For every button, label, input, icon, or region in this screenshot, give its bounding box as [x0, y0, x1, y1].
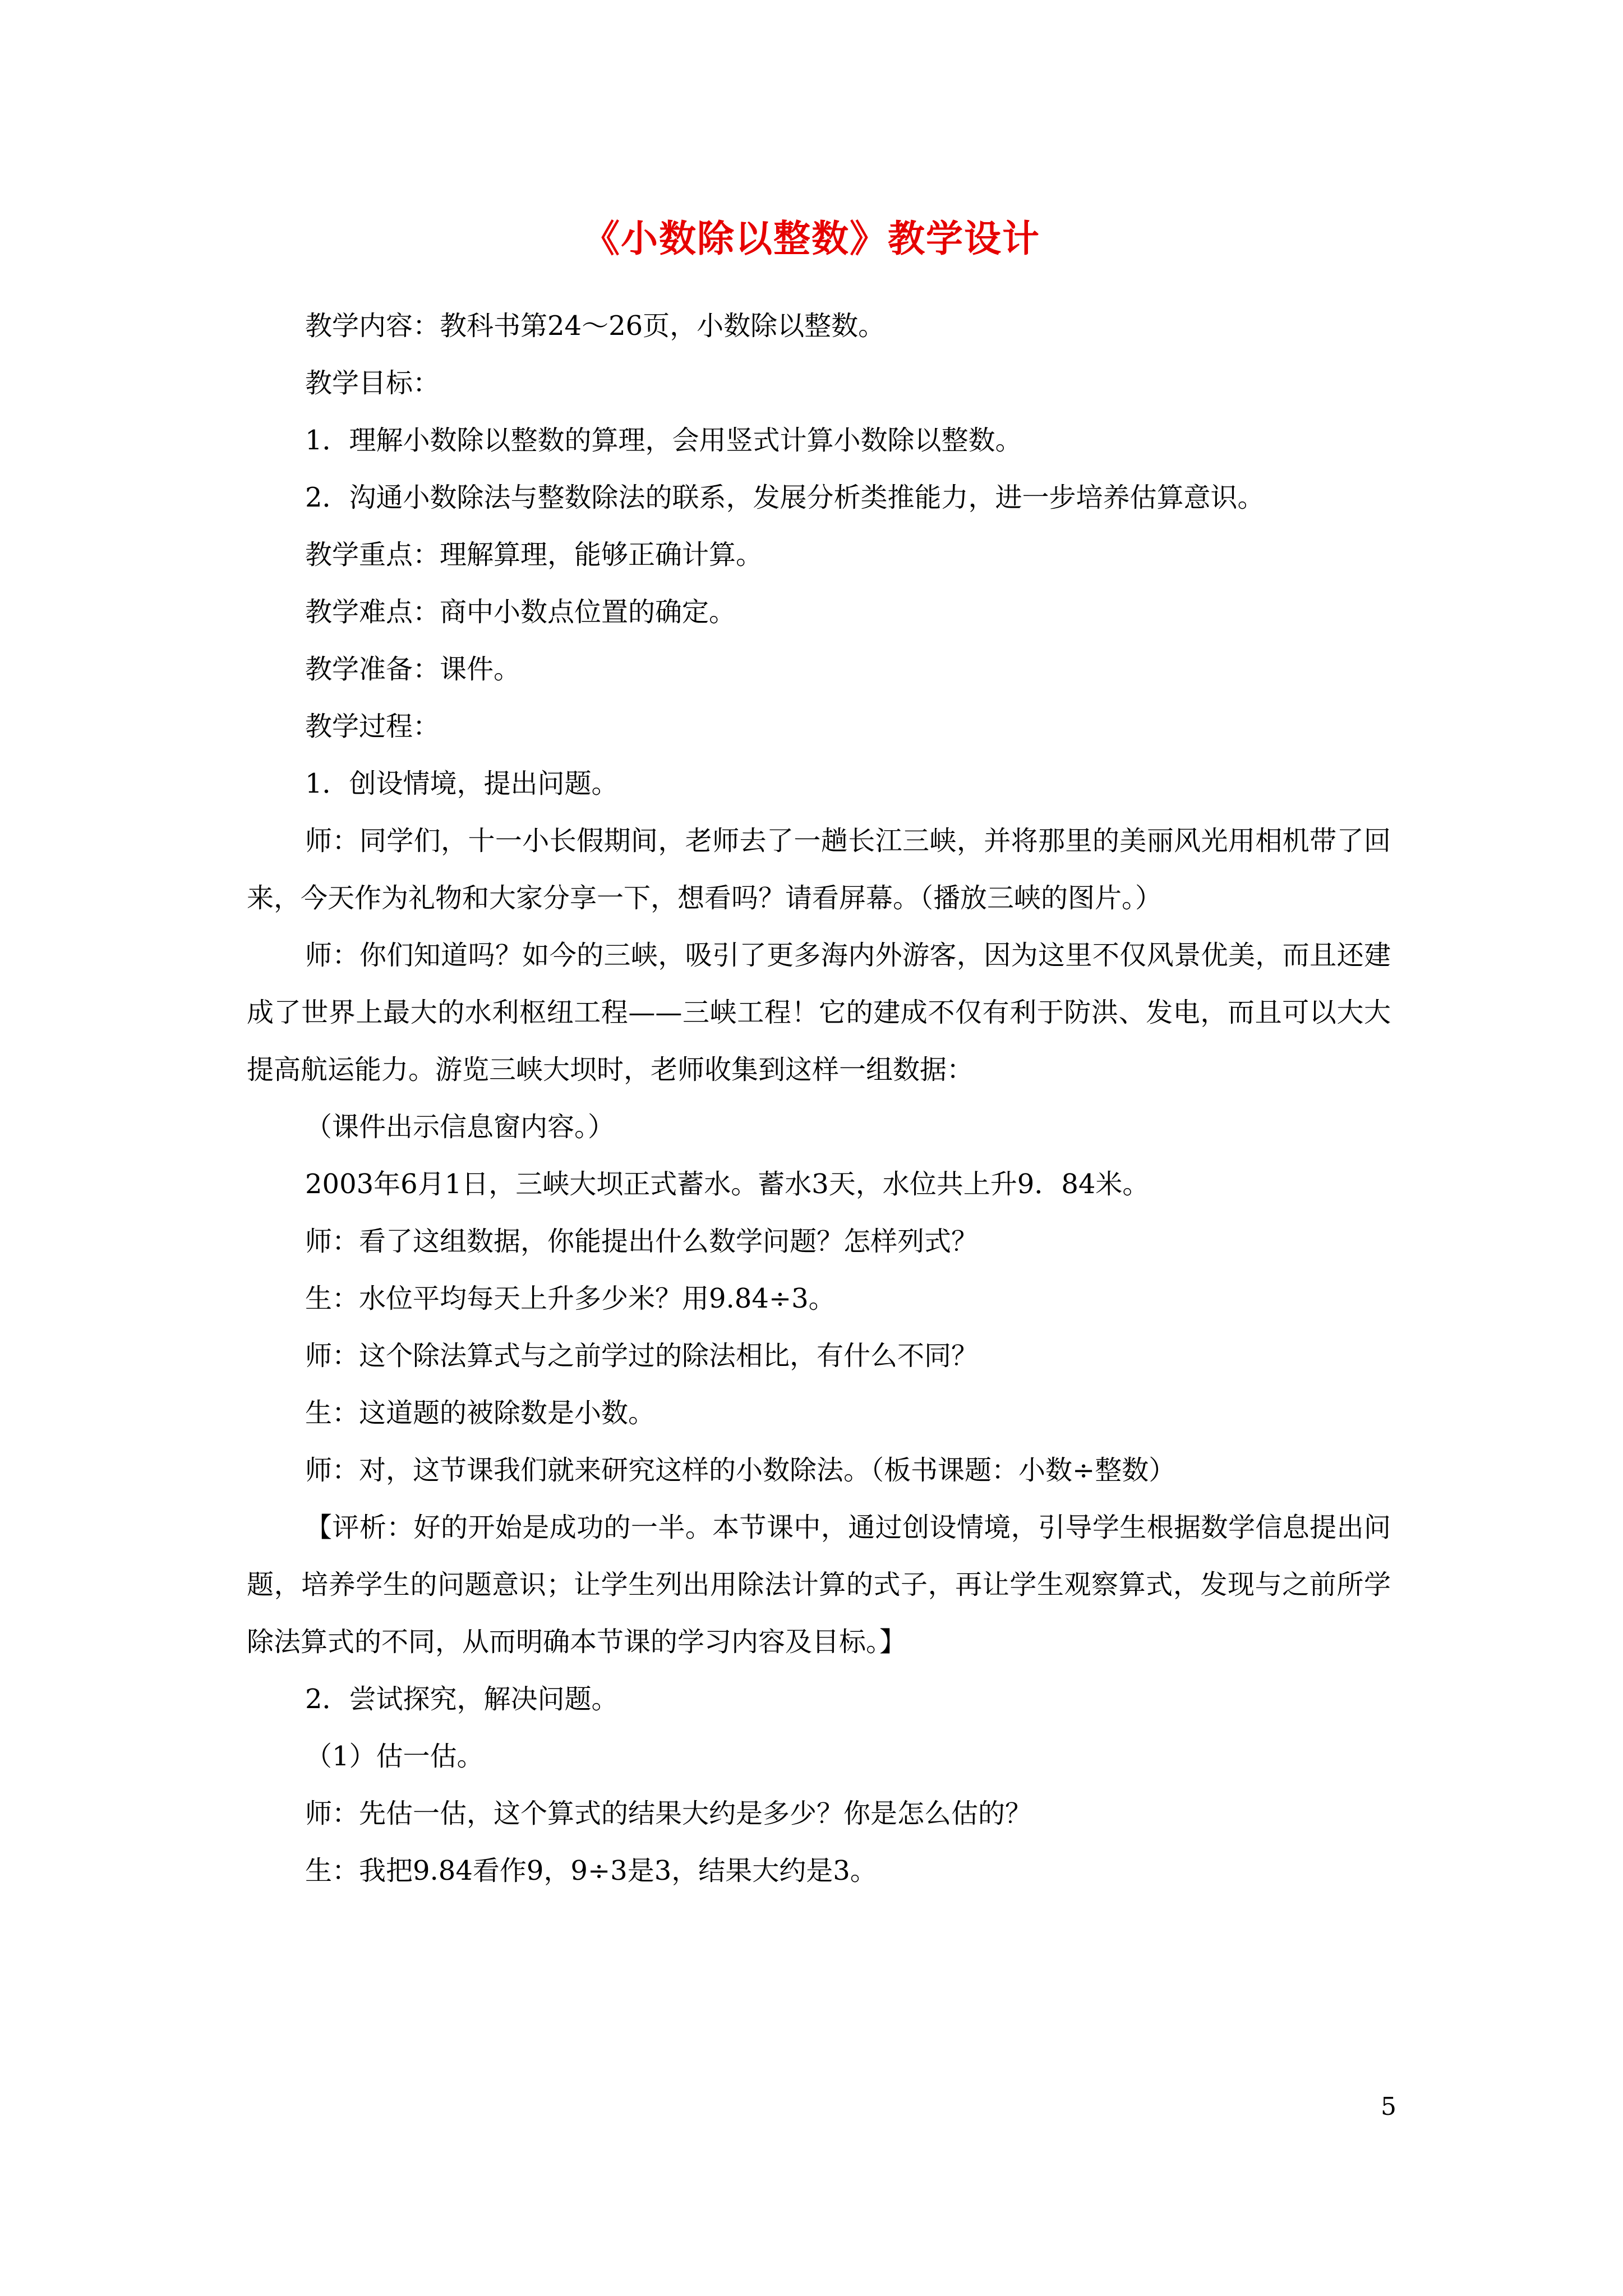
student-dialogue: 生：这道题的被除数是小数。: [305, 1397, 656, 1429]
teacher-dialogue: 师：你们知道吗？如今的三峡，吸引了更多海内外游客，因为这里不仅风景优美，而且还建成了世界上最大的水利枢纽工程——三峡工程！它的建成不仅有利于防洪、发电，而且可以大大提高航运能力。游览三峡大坝时，老师收集到这样一组数据：: [247, 940, 1391, 1085]
teaching-focus: 教学重点：理解算理，能够正确计算。: [305, 539, 763, 570]
courseware-note: （课件出示信息窗内容。）: [305, 1111, 615, 1143]
step-2-heading: 2．尝试探究，解决问题。: [305, 1683, 619, 1715]
student-dialogue: 生：水位平均每天上升多少米？用9.84÷3。: [305, 1283, 836, 1314]
teacher-dialogue: 师：对，这节课我们就来研究这样的小数除法。（板书课题：小数÷整数）: [305, 1455, 1176, 1486]
data-statement: 2003年6月1日，三峡大坝正式蓄水。蓄水3天，水位共上升9．84米。: [305, 1168, 1150, 1200]
teaching-preparation: 教学准备：课件。: [305, 654, 521, 685]
student-dialogue: 生：我把9.84看作9，9÷3是3，结果大约是3。: [305, 1855, 877, 1887]
teaching-process-heading: 教学过程：: [305, 711, 440, 742]
document-body: [247, 297, 1391, 1899]
teacher-dialogue: 师：这个除法算式与之前学过的除法相比，有什么不同？: [305, 1340, 979, 1372]
teaching-difficulty: 教学难点：商中小数点位置的确定。: [305, 596, 736, 628]
sub-step-heading: （1）估一估。: [305, 1741, 484, 1772]
teacher-dialogue: 师：先估一估，这个算式的结果大约是多少？你是怎么估的？: [305, 1798, 1032, 1829]
teacher-dialogue: 师：同学们，十一小长假期间，老师去了一趟长江三峡，并将那里的美丽风光用相机带了回来，今天作为礼物和大家分享一下，想看吗？请看屏幕。（播放三峡的图片。）: [247, 825, 1391, 914]
commentary: 【评析：好的开始是成功的一半。本节课中，通过创设情境，引导学生根据数学信息提出问题，培养学生的问题意识；让学生列出用除法计算的式子，再让学生观察算式，发现与之前所学除法算式的不同，从而明确本节课的学习内容及目标。】: [247, 1512, 1391, 1658]
teaching-goals-heading: 教学目标：: [305, 367, 440, 399]
teacher-dialogue: 师：看了这组数据，你能提出什么数学问题？怎样列式？: [305, 1226, 979, 1257]
goal-item-2: 2．沟通小数除法与整数除法的联系，发展分析类推能力，进一步培养估算意识。: [305, 482, 1265, 513]
step-1-heading: 1．创设情境，提出问题。: [305, 768, 619, 799]
page-number: 5: [1381, 2092, 1396, 2121]
goal-item-1: 1．理解小数除以整数的算理，会用竖式计算小数除以整数。: [305, 425, 1022, 456]
document-title: 《小数除以整数》教学设计: [583, 217, 1040, 260]
teaching-content: 教学内容：教科书第24～26页，小数除以整数。: [305, 310, 886, 342]
